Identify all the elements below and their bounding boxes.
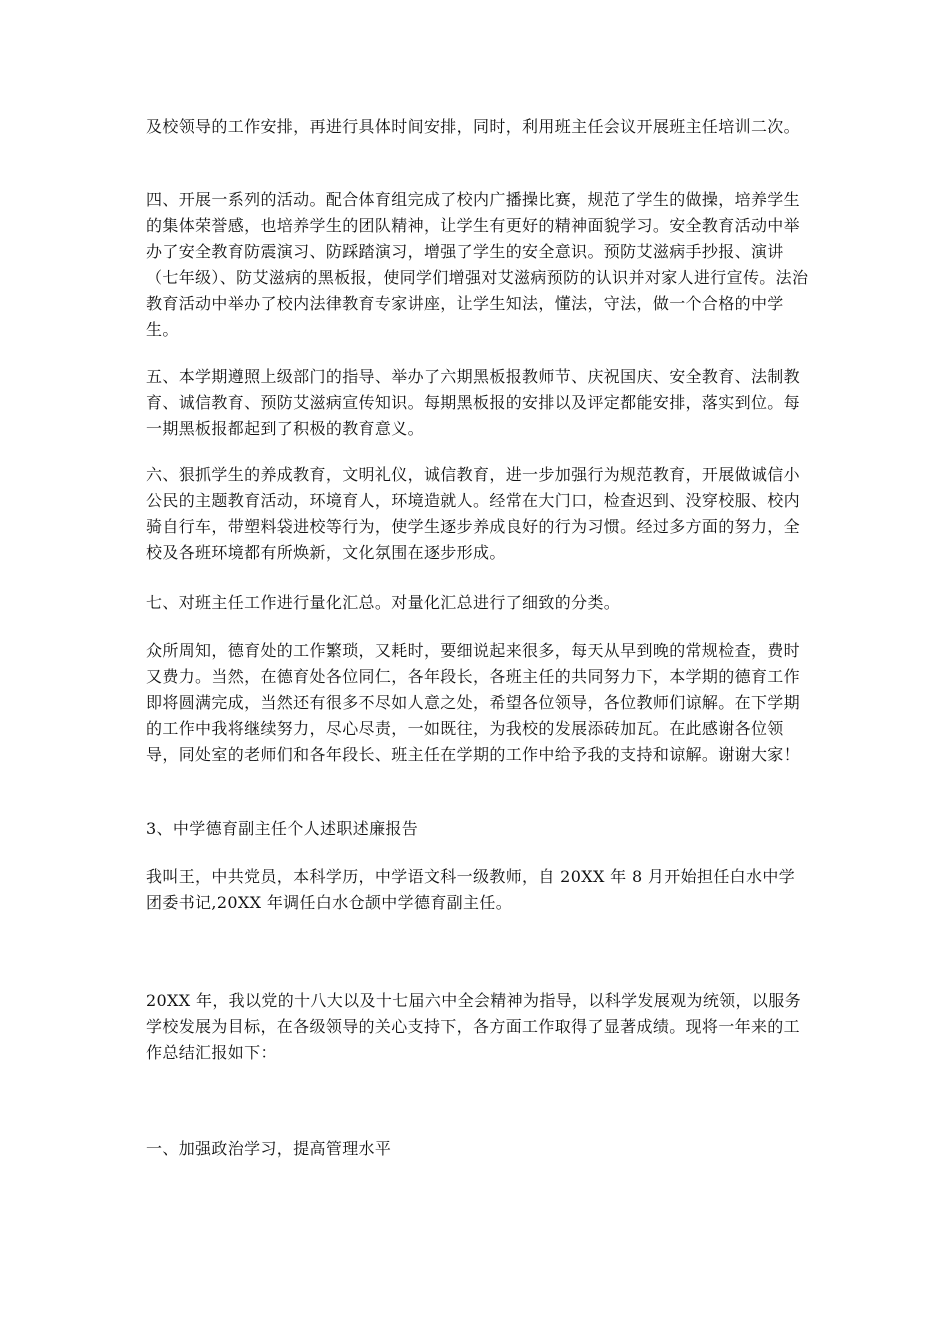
paragraph-closing: 众所周知，德育处的工作繁琐，又耗时，要细说起来很多，每天从早到晚的常规检查，费时又费力。当然，在德育处各位同仁，各年段长，各班主任的共同努力下，本学期的德育工作即将圆满完成，当然还有很多不尽如人意之处，希望各位领导，各位教师们谅解。在下学期的工作中我将继续努力，尽心尽责，一如既往，为我校的发展添砖加瓦。在此感谢各位领导，同处室的老师们和各年段长、班主任在学期的工作中给予我的支持和谅解。谢谢大家！ — [146, 641, 801, 764]
paragraph-4: 四、开展一系列的活动。配合体育组完成了校内广播操比赛，规范了学生的做操，培养学生的集体荣誉感，也培养学生的团队精神，让学生有更好的精神面貌学习。安全教育活动中举办了安全教育防震演习、防踩踏演习，增强了学生的安全意识。预防艾滋病手抄报、演讲（七年级）、防艾滋病的黑板报，使同学们增强对艾滋病预防的认识并对家人进行宣传。法治教育活动中举办了校内法律教育专家讲座，让学生知法，懂法，守法，做一个合格的中学生。 — [146, 190, 809, 339]
paragraph-7: 七、对班主任工作进行量化汇总。对量化汇总进行了细致的分类。 — [146, 593, 621, 612]
paragraph-6: 六、狠抓学生的养成教育，文明礼仪，诚信教育，进一步加强行为规范教育，开展做诚信小公民的主题教育活动，环境育人，环境造就人。经常在大门口，检查迟到、没穿校服、校内骑自行车，带塑料袋进校等行为，使学生逐步养成良好的行为习惯。经过多方面的努力，全校及各班环境都有所焕新，文化氛围在逐步形成。 — [146, 465, 801, 562]
paragraph-1: 及校领导的工作安排，再进行具体时间安排，同时，利用班主任会议开展班主任培训二次。 — [146, 117, 801, 136]
section-heading-3: 3、中学德育副主任个人述职述廉报告 — [146, 819, 419, 838]
paragraph-summary: 20XX 年，我以党的十八大以及十七届六中全会精神为指导，以科学发展观为统领，以服务学校发展为目标，在各级领导的关心支持下，各方面工作取得了显著成绩。现将一年来的工作总结汇报如下： — [146, 991, 801, 1062]
paragraph-5: 五、本学期遵照上级部门的指导、举办了六期黑板报教师节、庆祝国庆、安全教育、法制教育、诚信教育、预防艾滋病宣传知识。每期黑板报的安排以及评定都能安排，落实到位。每一期黑板报都起到了积极的教育意义。 — [146, 367, 801, 438]
paragraph-intro: 我叫王，中共党员，本科学历，中学语文科一级教师，自 20XX 年 8 月开始担任白水中学团委书记,20XX 年调任白水仓颉中学德育副主任。 — [146, 867, 796, 912]
section-heading-1: 一、加强政治学习，提高管理水平 — [146, 1139, 392, 1158]
